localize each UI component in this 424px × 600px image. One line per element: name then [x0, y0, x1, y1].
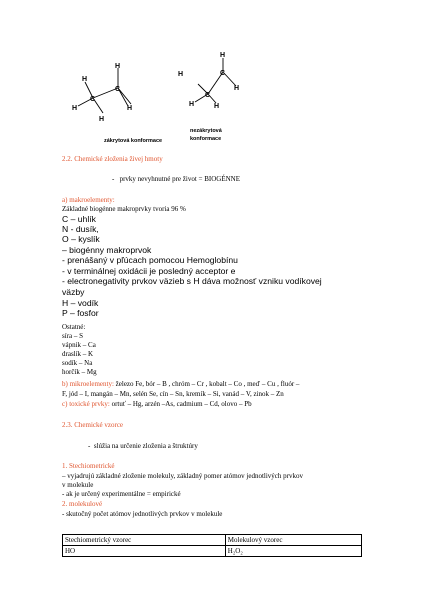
- table-row: [63, 546, 362, 557]
- macro-heading: a) makroelementy:: [62, 196, 115, 204]
- macro-line: H – vodík: [62, 298, 99, 308]
- hydrogen-atom: H: [220, 52, 226, 59]
- bullet-text: slúžia na určenie zloženia a štruktúry: [93, 442, 198, 450]
- hydrogen-atom: H: [127, 105, 133, 112]
- table-header-row: [63, 535, 362, 546]
- toxic-text: ortuť – Hg, arzén –As, cadmium – Cd, olovo – Pb: [109, 400, 252, 408]
- staggered-conformation: [195, 58, 236, 103]
- other-element-line: sodík – Na: [62, 359, 93, 367]
- carbon-atom: C: [205, 92, 211, 99]
- staggered-caption-line1: nezákrytová: [190, 128, 222, 134]
- macro-line: - v terminálnej oxidácii je posledný acceptor e: [62, 266, 236, 276]
- carbon-atom: C: [220, 70, 226, 77]
- eclipsed-conformation: [78, 68, 131, 113]
- macro-line: N - dusík,: [62, 224, 99, 234]
- bullet-text: prvky nevyhnutné pre život = BIOGÉNNE: [119, 175, 240, 183]
- conformation-figure: [58, 46, 288, 156]
- table-cell: HO: [63, 546, 226, 557]
- micro-line2: F, jód – I, mangán – Mn, selén Se, cín – Sn, kremík – Si, vanád – V, zinok – Zn: [62, 390, 284, 398]
- stoich-desc-line2: v molekule: [62, 481, 94, 489]
- other-label: Ostatné:: [62, 323, 86, 331]
- hydrogen-atom: H: [115, 63, 121, 70]
- hydrogen-atom: H: [99, 116, 105, 123]
- table-cell: H₂O₂: [225, 546, 361, 557]
- toxic-label: c) toxické prvky:: [62, 400, 110, 408]
- stoich-heading: 1. Stechiometrické: [62, 462, 115, 470]
- hydrogen-atom: H: [72, 105, 78, 112]
- hydrogen-atom: H: [178, 71, 184, 78]
- staggered-caption-line2: konformace: [190, 136, 222, 142]
- bullet-dash: -: [88, 442, 94, 450]
- hydrogen-atom: H: [214, 103, 220, 110]
- macro-line: O – kyslík: [62, 234, 100, 244]
- table-header: Stechiometrický vzorec: [63, 535, 226, 546]
- hydrogen-atom: H: [82, 76, 88, 83]
- macro-intro: Základné biogénne makroprvky tvoria 96 %: [62, 205, 186, 213]
- macro-line: C – uhlík: [62, 214, 96, 224]
- carbon-atom: C: [90, 96, 96, 103]
- macro-line: väzby: [62, 287, 85, 297]
- list-item: [88, 443, 198, 450]
- list-item: [112, 176, 240, 183]
- micro-label: b) mikroelementy:: [62, 380, 114, 388]
- section-heading: 2.3. Chemické vzorce: [62, 421, 124, 429]
- other-element-line: síra – S: [62, 332, 83, 340]
- molecular-heading: 2. molekulové: [62, 500, 103, 508]
- micro-line1: [62, 381, 299, 388]
- other-element-line: horčík – Mg: [62, 368, 97, 376]
- macro-line: - electronegativity prvkov väzieb s H dáva možnosť vzniku vodíkovej: [62, 276, 322, 286]
- formula-table: [62, 534, 362, 557]
- stoich-desc-line3: - ak je určený experimentálne = empirické: [62, 490, 181, 498]
- table-header: Molekulový vzorec: [225, 535, 361, 546]
- molecular-desc: - skutočný počet atómov jednotlivých prvkov v molekule: [62, 510, 223, 518]
- other-element-line: vápnik – Ca: [62, 341, 96, 349]
- stoich-desc-line1: – vyjadrujú základné zloženie molekuly, základný pomer atómov jednotlivých prvkov: [62, 472, 303, 480]
- toxic-line: [62, 401, 252, 408]
- micro-text: železo Fe, bór – B , chróm – Cr , kobalt – Co , meď – Cu , fluór –: [113, 380, 300, 388]
- macro-line: P – fosfor: [62, 308, 99, 318]
- hydrogen-atom: H: [234, 85, 240, 92]
- macro-line: – biogénny makroprvok: [62, 245, 152, 255]
- hydrogen-atom: H: [189, 101, 195, 108]
- section-heading: 2.2. Chemické zloženia živej hmoty: [62, 155, 163, 163]
- carbon-atom: C: [115, 86, 121, 93]
- bullet-dash: -: [112, 175, 120, 183]
- eclipsed-caption: zákrytová konformace: [104, 138, 163, 144]
- other-element-line: draslík – K: [62, 350, 94, 358]
- macro-line: - prenášaný v pľúcach pomocou Hemoglobínu: [62, 255, 238, 265]
